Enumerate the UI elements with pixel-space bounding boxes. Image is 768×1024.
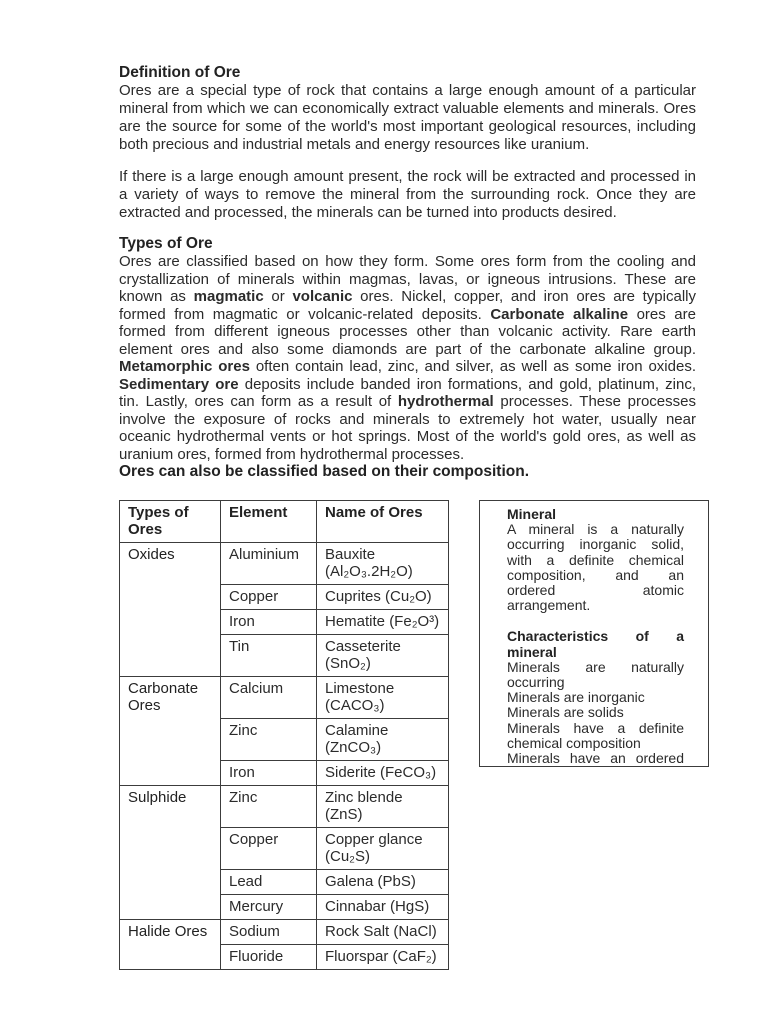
types-paragraph-segment: Ores are classified based on how they form. Some ores form from the cooling and crystallization of minerals within magmas, lavas, or igneous intrusions. These are known as <box>119 253 696 305</box>
ore-name-cell: Limestone (CACO₃) <box>317 677 449 719</box>
mineral-definition-box <box>479 500 709 767</box>
header-types-of-ores: Types of Ores <box>120 501 221 543</box>
characteristic-item: Minerals are inorganic <box>507 689 645 706</box>
composition-statement: Ores can also be classified based on their composition. <box>119 463 530 480</box>
table-row <box>120 786 449 828</box>
ore-name-cell: Cuprites (Cu₂O) <box>317 585 449 610</box>
element-cell: Iron <box>221 761 317 786</box>
element-cell: Zinc <box>221 719 317 761</box>
types-paragraph-segment: ores are formed from different igneous processes other than volcanic activity. Rare earth element ores and also some diamonds are part of the carbonate alkaline group. <box>119 305 696 358</box>
lower-section <box>119 500 709 970</box>
types-paragraph-segment: or <box>263 288 293 305</box>
mineral-definition-text: A mineral is a naturally occurring inorganic solid, with a definite chemical composition, and an ordered atomic arrangement. <box>507 521 684 614</box>
bold-term-magmatic: magmatic <box>193 288 264 305</box>
group-cell-oxides: Oxides <box>120 543 221 677</box>
group-cell-halide-ores: Halide Ores <box>120 920 221 970</box>
characteristic-item: Minerals have a definite chemical composition <box>507 719 684 751</box>
header-name-of-ores: Name of Ores <box>317 501 449 543</box>
bold-term-volcanic: volcanic <box>292 288 353 305</box>
definition-paragraph: Ores are a special type of rock that contains a large enough amount of a particular mineral from which we can economically extract valuable elements and minerals. Ores are the source for some of the world's most important geological resources, including both precious and industrial metals and energy resources like uranium. <box>119 82 696 153</box>
element-cell: Tin <box>221 635 317 677</box>
bold-term-carbonate-alkaline: Carbonate alkaline <box>490 305 629 323</box>
ore-name-cell: Galena (PbS) <box>317 870 449 895</box>
types-paragraph-segment: often contain lead, zinc, and silver, as well as some iron oxides. <box>249 358 696 375</box>
ore-name-cell: Zinc blende (ZnS) <box>317 786 449 828</box>
ore-name-cell: Casseterite (SnO₂) <box>317 635 449 677</box>
extraction-paragraph: If there is a large enough amount present, the rock will be extracted and processed in a variety of ways to remove the mineral from the surrounding rock. Once they are extracted and processed, the minerals can be turned into products desired. <box>119 168 696 221</box>
ore-name-cell: Calamine (ZnCO₃) <box>317 719 449 761</box>
ore-classification-table <box>119 500 449 970</box>
element-cell: Iron <box>221 610 317 635</box>
types-paragraph-segment: deposits include banded iron formations, and gold, platinum, zinc, tin. Lastly, ores can form as a result of <box>119 375 697 410</box>
ore-name-cell: Bauxite (Al₂O₃.2H₂O) <box>317 543 449 585</box>
bold-term-metamorphic-ores: Metamorphic ores <box>119 358 250 375</box>
element-cell: Mercury <box>221 895 317 920</box>
ore-name-cell: Siderite (FeCO₃) <box>317 761 449 786</box>
ore-name-cell: Fluorspar (CaF₂) <box>317 945 449 970</box>
header-element: Element <box>221 501 317 543</box>
characteristics-heading: Characteristics of a mineral <box>507 628 684 660</box>
characteristic-item: Minerals are naturally occurring <box>507 658 684 691</box>
element-cell: Aluminium <box>221 543 317 585</box>
ore-name-cell: Hematite (Fe₂O³) <box>317 610 449 635</box>
ore-name-cell: Copper glance (Cu₂S) <box>317 828 449 870</box>
bold-term-sedimentary-ore: Sedimentary ore <box>119 375 239 393</box>
types-paragraph-segment: ores. Nickel, copper, and iron ores are typically formed from magmatic or volcanic-related deposits. <box>119 288 696 323</box>
element-cell: Zinc <box>221 786 317 828</box>
definition-heading: Definition of Ore <box>119 64 241 81</box>
bold-term-hydrothermal: hydrothermal <box>397 393 494 410</box>
element-cell: Copper <box>221 828 317 870</box>
table-row <box>120 543 449 585</box>
text-block <box>119 64 696 481</box>
group-cell-carbonate-ores: Carbonate Ores <box>120 677 221 786</box>
ore-name-cell: Rock Salt (NaCl) <box>317 920 449 945</box>
mineral-box-title: Mineral <box>507 506 557 522</box>
table-header-row <box>120 501 449 543</box>
element-cell: Sodium <box>221 920 317 945</box>
ore-name-cell: Cinnabar (HgS) <box>317 895 449 920</box>
element-cell: Copper <box>221 585 317 610</box>
characteristic-item: Minerals are solids <box>507 704 624 721</box>
types-paragraph <box>119 253 696 463</box>
element-cell: Calcium <box>221 677 317 719</box>
types-paragraph-segment: processes. These processes involve the exposure of rocks and minerals to extremely hot water, usually near oceanic hydrothermal vents or hot springs. Most of the world's gold ores, as well as uranium ores, formed from hydrothermal processes. <box>119 393 696 463</box>
group-cell-sulphide: Sulphide <box>120 786 221 920</box>
characteristic-item: Minerals have an ordered <box>507 750 684 767</box>
table-row <box>120 677 449 719</box>
table-row <box>120 920 449 945</box>
types-heading: Types of Ore <box>119 235 213 252</box>
element-cell: Lead <box>221 870 317 895</box>
element-cell: Fluoride <box>221 945 317 970</box>
